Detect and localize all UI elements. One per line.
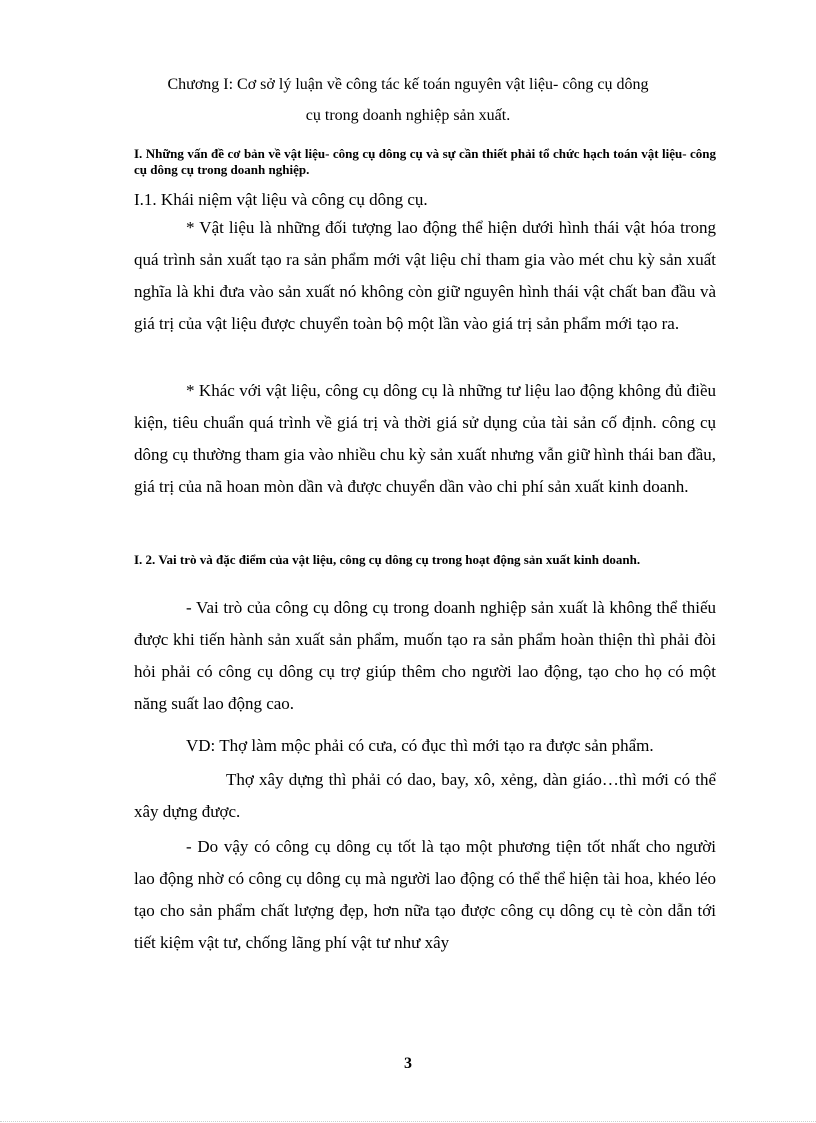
subsection-heading-1-1: I.1. Khái niệm vật liệu và công cụ dông cụ.: [134, 190, 428, 209]
example-line-2: Thợ xây dựng thì phải có dao, bay, xô, xẻng, dàn giáo…thì mới có thể xây dựng được.: [134, 770, 716, 821]
page-bottom-rule: [0, 1121, 816, 1122]
chapter-title-line-1: Chương I: Cơ sở lý luận về công tác kế toán nguyên vật liệu- công cụ dông: [167, 76, 649, 93]
section-heading-1: I. Những vấn đề cơ bản về vật liệu- công cụ dông cụ và sự cần thiết phải tổ chức hạch toán vật liệu- công cụ dông cụ trong doanh nghiệp.: [134, 146, 716, 177]
chapter-title-line-2: cụ trong doanh nghiệp sản xuất.: [305, 107, 511, 124]
subsection-heading-1-2: I. 2. Vai trò và đặc điểm của vật liệu, công cụ dông cụ trong hoạt động sản xuất kinh doanh.: [134, 552, 641, 567]
paragraph-role: - Vai trò của công cụ dông cụ trong doanh nghiệp sản xuất là không thể thiếu được khi tiến hành sản xuất sản phẩm, muốn tạo ra sản phẩm hoàn thiện thì phải đòi hỏi phải có công cụ dông cụ trợ giúp thêm cho người lao động, tạo cho họ có một năng suất lao động cao.: [134, 598, 716, 713]
paragraph-therefore: - Do vậy có công cụ dông cụ tốt là tạo một phương tiện tốt nhất cho người lao động nhờ có công cụ dông cụ mà người lao động có thể thể hiện tài hoa, khéo léo tạo cho sản phẩm chất lượng đẹp, hơn nữa tạo được công cụ dông cụ tè còn dẫn tới tiết kiệm vật tư, chống lãng phí vật tư như xây: [134, 837, 716, 952]
example-line-1: VD: Thợ làm mộc phải có cưa, có đục thì mới tạo ra được sản phẩm.: [186, 736, 654, 755]
paragraph-tools-definition: * Khác với vật liệu, công cụ dông cụ là những tư liệu lao động không đủ điều kiện, tiêu chuẩn quá trình về giá trị và thời giá sử dụng của tài sản cố định. công cụ dông cụ thường tham gia vào nhiều chu kỳ sản xuất nhưng vẫn giữ hình thái ban đầu, giá trị của nã hoan mòn dần và được chuyển dần vào chi phí sản xuất kinh doanh.: [134, 381, 716, 496]
page-number: 3: [404, 1055, 412, 1072]
paragraph-material-definition: * Vật liệu là những đối tượng lao động thể hiện dưới hình thái vật hóa trong quá trình sản xuất tạo ra sản phẩm mới vật liệu chỉ tham gia vào mét chu kỳ sản xuất nghĩa là khi đưa vào sản xuất nó không còn giữ nguyên hình thái vật chất ban đầu và giá trị của vật liệu được chuyển toàn bộ một lần vào giá trị sản phẩm mới tạo ra.: [134, 218, 716, 333]
